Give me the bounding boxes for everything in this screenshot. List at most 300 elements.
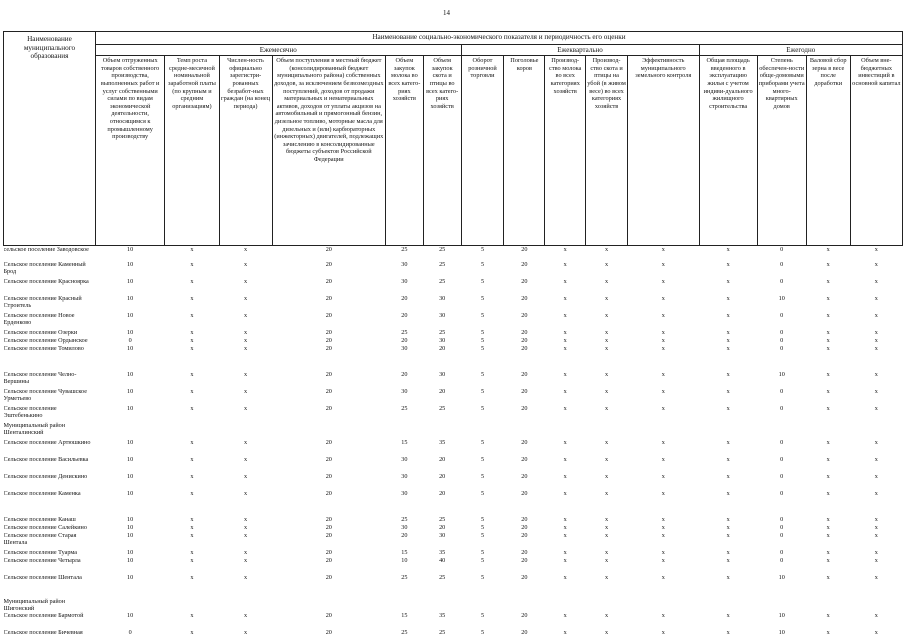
table-cell: x [826,548,830,556]
table-cell [699,586,757,598]
table-cell: x [661,489,665,497]
municipality-column-header: Наименование муниципального образования [4,32,96,246]
table-cell [423,586,461,598]
table-cell [272,362,385,371]
table-cell: 10 [127,370,134,378]
table-cell: x [605,370,609,378]
table-cell: x [605,629,609,637]
table-cell: x [605,344,609,352]
table-cell: x [726,404,730,412]
table-cell [757,422,806,439]
table-cell: 20 [521,328,528,336]
table-row [4,532,903,549]
table-cell: 5 [480,629,485,637]
table-cell: 10 [127,328,134,336]
table-cell: x [874,311,878,319]
table-cell: 0 [780,489,784,497]
table-cell: x [190,344,194,352]
table-cell: 20 [401,294,408,302]
table-cell: x [874,336,878,344]
table-cell: x [726,455,730,463]
table-cell: 0 [780,548,784,556]
table-cell: 5 [480,438,485,446]
table-cell: 30 [439,311,446,319]
municipality-name: Сельское поселение Артюшкино [3,438,91,446]
table-cell: 25 [439,404,446,412]
table-cell: 30 [439,370,446,378]
municipality-name: Сельское поселение Красный Строитель [3,294,82,309]
table-cell: x [190,515,194,523]
table-cell: 20 [325,612,332,620]
table-cell: 5 [480,344,485,352]
table-cell [461,586,504,598]
table-cell [272,598,385,613]
table-cell [95,507,164,516]
table-cell: 25 [439,277,446,285]
table-cell [165,565,219,574]
table-cell [545,586,586,598]
table-cell: 10 [127,277,134,285]
table-cell [545,565,586,574]
table-cell: 20 [439,387,446,395]
table-cell: 20 [521,612,528,620]
table-cell: x [605,311,609,319]
table-cell: x [874,277,878,285]
table-cell: 20 [325,404,332,412]
table-cell: 10 [778,294,785,302]
table-cell: 25 [439,260,446,268]
table-cell: x [244,294,248,302]
table-cell: x [826,612,830,620]
table-cell: 0 [780,344,784,352]
table-cell: x [563,277,567,285]
table-cell: x [190,246,194,254]
table-cell: 20 [439,472,446,480]
table-cell: x [605,438,609,446]
table-cell [806,507,850,516]
table-cell: 25 [401,629,408,637]
table-cell: x [605,472,609,480]
table-cell: x [563,344,567,352]
table-cell: 20 [401,336,408,344]
table-cell: 5 [480,260,485,268]
table-cell [757,598,806,613]
table-cell: 10 [127,515,134,523]
page-number: 14 [443,9,450,17]
table-cell: x [726,556,730,564]
table-cell: x [874,328,878,336]
table-cell: 0 [780,336,784,344]
table-row [4,329,903,337]
table-cell: 20 [325,573,332,581]
table-row [4,629,903,641]
table-cell [219,422,272,439]
table-cell [806,586,850,598]
table-cell: 5 [480,556,485,564]
table-cell: x [563,455,567,463]
table-cell: 20 [325,629,332,637]
table-cell: 20 [439,489,446,497]
table-row [4,490,903,507]
municipality-name: сельское поселение Заводовское [3,246,89,254]
table-cell: x [244,277,248,285]
table-cell: x [874,629,878,637]
table-cell: x [661,336,665,344]
table-cell: x [244,489,248,497]
table-cell: x [244,455,248,463]
municipality-name: Сельское поселение Каменный Брод [3,260,86,275]
table-cell: 25 [439,515,446,523]
table-row [4,549,903,557]
table-cell: x [244,311,248,319]
table-cell [272,422,385,439]
table-cell: x [244,556,248,564]
table-cell: x [826,455,830,463]
table-cell: x [874,523,878,531]
table-cell [219,598,272,613]
table-cell: 0 [780,472,784,480]
table-cell: 20 [521,455,528,463]
table-cell [806,422,850,439]
column-header: Общая площадь введенного в эксплуатацию жилья с учетом индиви-дуального жилищного строительства [699,56,757,246]
table-cell: 30 [401,277,408,285]
table-cell [95,586,164,598]
table-cell: 30 [401,472,408,480]
table-row [4,565,903,574]
table-cell: 10 [778,612,785,620]
table-cell: x [874,344,878,352]
table-cell: x [190,370,194,378]
table-cell: x [874,573,878,581]
table-cell: x [563,387,567,395]
table-cell: x [661,438,665,446]
table-body [4,246,903,641]
table-cell: x [874,556,878,564]
table-row [4,586,903,598]
table-cell: x [661,556,665,564]
table-cell: 20 [521,472,528,480]
table-cell: x [874,531,878,539]
table-cell [757,586,806,598]
column-header: Темп роста средне-месячной номинальной заработной платы (по крупным и средним организациям) [165,56,219,246]
table-cell [504,586,545,598]
table-cell: x [826,294,830,302]
table-cell: 25 [439,246,446,254]
table-cell [545,598,586,613]
table-cell: x [826,438,830,446]
table-cell: x [563,294,567,302]
table-cell: x [605,573,609,581]
table-cell [586,586,628,598]
table-row [4,456,903,473]
table-row [4,516,903,524]
municipality-name: Сельское поселение Чувашское Урметьево [3,387,87,402]
table-cell [95,362,164,371]
table-cell: x [244,387,248,395]
table-cell [272,507,385,516]
table-cell: 5 [480,404,485,412]
table-cell: x [605,336,609,344]
table-cell: x [190,277,194,285]
table-cell: x [826,246,830,254]
table-cell: x [661,277,665,285]
table-cell: x [190,404,194,412]
table-cell: x [826,515,830,523]
indicator-table [3,31,903,641]
municipality-name: Сельское поселение Челно-Вершины [3,370,77,385]
table-cell [699,507,757,516]
table-cell: x [661,404,665,412]
table-cell: x [190,336,194,344]
table-cell: x [563,629,567,637]
table-cell: 10 [127,344,134,352]
table-cell: x [190,472,194,480]
table-cell [806,565,850,574]
table-cell: x [661,260,665,268]
table-cell [272,565,385,574]
table-cell [628,598,700,613]
table-cell: x [190,548,194,556]
table-cell: x [874,438,878,446]
table-row [4,405,903,422]
table-cell: x [661,612,665,620]
table-cell: 20 [325,277,332,285]
table-cell: 30 [401,344,408,352]
table-cell: 20 [325,294,332,302]
column-header: Эффективность муниципального земельного контроля [628,56,700,246]
table-cell: 20 [521,336,528,344]
table-cell: 20 [325,556,332,564]
table-cell: 5 [480,328,485,336]
table-cell: x [726,472,730,480]
table-cell: x [726,344,730,352]
table-cell: x [563,336,567,344]
table-cell: x [661,523,665,531]
table-cell [586,598,628,613]
table-cell: x [874,404,878,412]
table-cell: x [563,523,567,531]
table-row [4,612,903,629]
table-cell: x [726,387,730,395]
table-cell: 20 [521,370,528,378]
table-cell: x [874,515,878,523]
table-cell: x [661,344,665,352]
header-row-2 [4,44,903,56]
table-cell: x [661,455,665,463]
table-cell: x [661,531,665,539]
table-cell: x [563,311,567,319]
group-yearly: Ежегодно [699,44,903,56]
column-header: Объем закупок скота и птицы во всех катего-риях хозяйств [423,56,461,246]
table-cell: x [244,438,248,446]
table-cell: x [190,438,194,446]
group-monthly: Ежемесячно [95,44,461,56]
municipality-name: Сельское поселение Бичевная [3,629,83,637]
table-cell: 10 [127,556,134,564]
municipality-name [4,565,96,574]
table-cell: 0 [780,455,784,463]
table-cell: x [190,311,194,319]
table-cell: 20 [325,344,332,352]
table-cell: 20 [325,438,332,446]
table-cell: 5 [480,387,485,395]
table-cell: 10 [778,573,785,581]
table-cell: x [244,472,248,480]
table-cell: x [826,370,830,378]
table-cell: x [874,612,878,620]
table-cell: x [605,328,609,336]
table-cell: x [826,328,830,336]
table-cell [461,598,504,613]
table-cell [850,565,902,574]
table-cell: x [190,455,194,463]
table-cell: 25 [439,573,446,581]
table-cell [504,362,545,371]
table-cell: x [661,294,665,302]
table-cell [699,422,757,439]
table-cell [850,586,902,598]
table-cell: x [661,515,665,523]
table-cell: x [563,489,567,497]
table-cell: x [190,294,194,302]
table-cell: 20 [325,311,332,319]
table-cell: x [605,294,609,302]
table-cell [95,565,164,574]
table-cell: x [874,294,878,302]
table-cell: 20 [325,548,332,556]
table-cell: 0 [780,277,784,285]
table-cell: x [563,531,567,539]
table-cell [423,598,461,613]
table-cell: x [726,246,730,254]
table-cell: 25 [401,328,408,336]
table-cell: 20 [521,531,528,539]
table-row [4,439,903,456]
table-row [4,345,903,362]
table-cell: x [605,612,609,620]
table-cell: 30 [401,523,408,531]
table-cell: 20 [521,523,528,531]
table-cell: 20 [521,404,528,412]
municipality-name: Сельское поселение Каменка [3,489,81,497]
table-cell: x [661,328,665,336]
table-cell: 20 [521,260,528,268]
table-cell: x [563,472,567,480]
municipality-name [4,362,96,371]
table-cell: x [244,260,248,268]
table-cell [461,422,504,439]
table-cell: 30 [439,336,446,344]
table-cell: x [826,344,830,352]
table-cell [850,422,902,439]
column-header: Объем отгруженных товаров собственного производства, выполненных работ и услуг собственными силами по видам экономической деятельности, относящимся к промышленному производству [95,56,164,246]
table-cell: x [190,573,194,581]
table-row [4,362,903,371]
table-cell: x [826,404,830,412]
table-cell [385,598,423,613]
table-cell: x [563,328,567,336]
table-cell: x [563,370,567,378]
table-cell: x [244,515,248,523]
table-cell [850,598,902,613]
table-cell [461,507,504,516]
table-cell: 20 [521,294,528,302]
table-cell: 10 [127,455,134,463]
table-row [4,557,903,565]
municipality-name: Сельское поселение Васильевка [3,455,89,463]
table-cell: x [661,573,665,581]
table-row [4,371,903,388]
table-cell: x [874,472,878,480]
table-cell: 20 [325,489,332,497]
table-cell [165,507,219,516]
table-cell: x [605,531,609,539]
municipality-name: Сельское поселение Канаш [3,515,76,523]
table-cell [757,565,806,574]
table-cell: x [726,629,730,637]
table-cell: x [244,404,248,412]
table-cell [385,507,423,516]
table-cell: x [244,328,248,336]
table-cell: x [661,311,665,319]
table-cell: 25 [439,629,446,637]
table-row [4,422,903,439]
table-cell: 5 [480,277,485,285]
table-cell: 30 [401,260,408,268]
table-cell [628,507,700,516]
table-cell: x [874,489,878,497]
table-cell [586,565,628,574]
table-cell: x [190,328,194,336]
table-cell: x [190,523,194,531]
table-cell: 20 [521,277,528,285]
municipality-name: Муниципальный район Шенталинский [3,421,66,436]
table-cell: x [605,556,609,564]
table-cell: x [190,531,194,539]
column-header: Производ-ство скота и птицы на убой (в живом весе) во всех категориях хозяйств [586,56,628,246]
column-header: Производ-ство молока во всех категориях хозяйств [545,56,586,246]
column-header: Поголовье коров [504,56,545,246]
table-cell: x [726,438,730,446]
table-cell: x [563,404,567,412]
table-cell: 30 [439,531,446,539]
table-cell: x [244,370,248,378]
table-row [4,261,903,278]
municipality-name: Сельское поселение Ордынское [3,336,88,344]
table-cell: x [826,336,830,344]
table-cell [757,507,806,516]
table-cell [423,422,461,439]
table-cell: 0 [128,629,132,637]
table-cell: x [244,344,248,352]
table-cell [95,598,164,613]
table-cell: 20 [439,455,446,463]
table-cell: x [563,573,567,581]
table-cell: 20 [521,573,528,581]
table-cell: x [874,387,878,395]
table-cell: x [244,612,248,620]
table-cell: 20 [401,531,408,539]
table-cell: 15 [401,548,408,556]
municipality-name: Муниципальный район Шигонский [3,597,66,612]
table-cell: 20 [325,455,332,463]
table-cell [423,507,461,516]
table-cell: x [244,531,248,539]
table-cell: 20 [401,370,408,378]
table-cell: x [826,277,830,285]
municipality-name: Сельское поселение Бармотой [3,612,84,620]
table-cell: x [605,548,609,556]
